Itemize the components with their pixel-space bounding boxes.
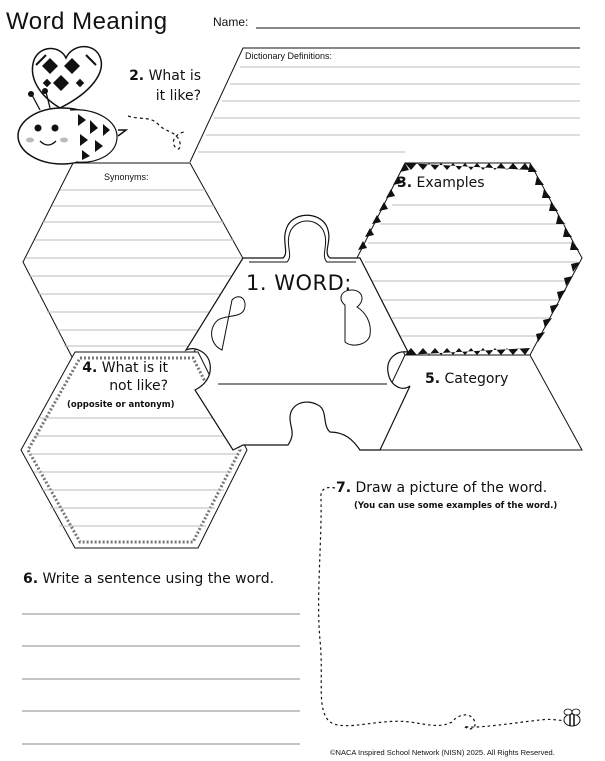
question-6-text: Write a sentence using the word. <box>42 571 275 587</box>
question-6-number: 6. <box>23 571 39 587</box>
small-bee-icon <box>564 709 580 726</box>
name-label: Name: <box>213 15 249 29</box>
question-4-subtext: (opposite or antonym) <box>67 400 175 410</box>
dotted-trail <box>128 116 184 149</box>
question-1-number: 1. <box>246 271 268 295</box>
dictionary-definitions-label: Dictionary Definitions: <box>245 51 333 61</box>
question-3-text: Examples <box>416 175 485 191</box>
question-7-text: Draw a picture of the word. <box>355 480 548 496</box>
question-6-label <box>23 572 274 586</box>
bee-icon <box>18 47 126 164</box>
dictionary-definitions-area[interactable] <box>190 48 580 162</box>
question-5-number: 5. <box>425 371 441 387</box>
question-2-number: 2. <box>129 68 145 84</box>
question-1-label <box>246 273 352 294</box>
question-4-label <box>76 359 168 395</box>
page-title: Word Meaning <box>6 8 168 35</box>
question-1-text: WORD: <box>274 271 352 295</box>
question-5-text: Category <box>444 371 509 387</box>
question-7-label <box>336 481 547 495</box>
question-7-number: 7. <box>336 480 352 496</box>
drawing-frame[interactable] <box>319 487 568 728</box>
copyright-notice: ©NACA Inspired School Network (NISN) 2025. All Rights Reserved. <box>330 748 555 757</box>
synonyms-label: Synonyms: <box>104 172 149 182</box>
question-5-label <box>425 372 508 386</box>
sentence-lines[interactable] <box>22 614 300 744</box>
question-2-label <box>121 66 201 106</box>
question-3-number: 3. <box>397 175 413 191</box>
question-2-text: What is it like? <box>148 68 201 104</box>
question-4-number: 4. <box>82 360 98 376</box>
question-4-text: What is it not like? <box>101 360 168 394</box>
question-3-label <box>397 176 485 190</box>
question-7-subtext: (You can use some examples of the word.) <box>354 501 558 511</box>
